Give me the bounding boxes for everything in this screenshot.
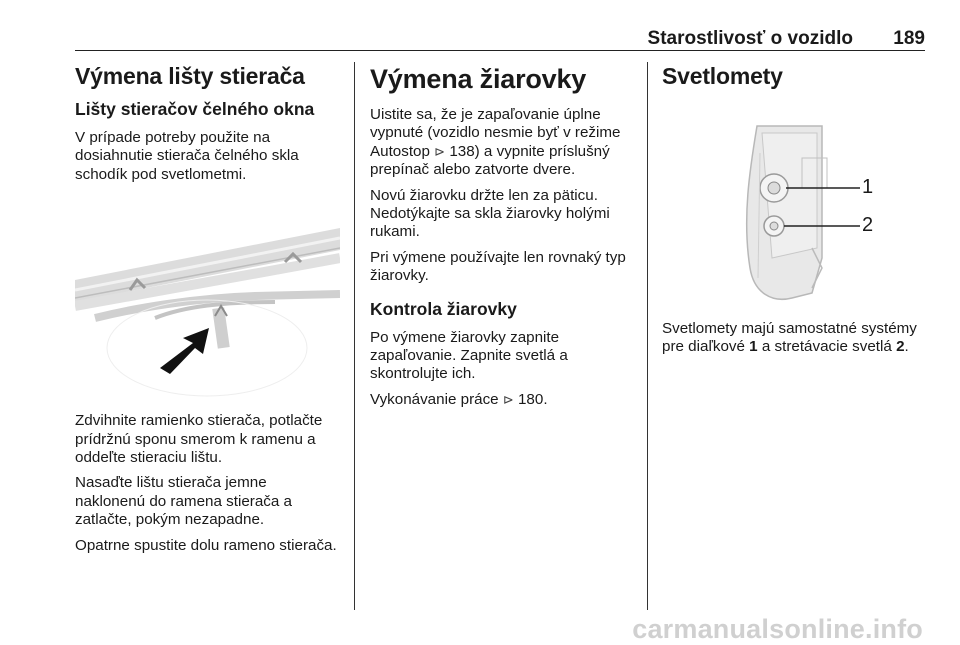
bulb-paragraph-4: Po výmene žiarovky zapnite zapaľovanie. Zapnite svetlá a skontrolujte ich. xyxy=(370,328,568,383)
section-title: Starostlivosť o vozidlo xyxy=(647,28,853,49)
wiper-paragraph-3: Nasaďte lištu stierača jemne naklonenú do ramena stierača a zatlačte, pokým nezapadne. xyxy=(75,474,292,529)
bulb-paragraph-2: Novú žiarovku držte len za päticu. Nedotýkajte sa skla žiarovky holými rukami. xyxy=(370,186,610,241)
page-header xyxy=(75,26,925,51)
callout-1: 1 xyxy=(862,176,874,198)
callout-2: 2 xyxy=(862,214,874,236)
footer-watermark: carmanualsonline.info xyxy=(632,614,923,644)
reference-arrow-icon: ⊳ xyxy=(434,143,446,159)
column-headlights xyxy=(662,62,925,357)
column-wiper xyxy=(75,62,340,555)
wiper-title: Výmena lišty stierača xyxy=(75,63,305,89)
bulb-title: Výmena žiarovky xyxy=(370,64,587,94)
page-reference-link[interactable]: 180. xyxy=(517,390,548,408)
column-divider-1 xyxy=(354,62,355,610)
wiper-figure xyxy=(75,198,340,398)
wiper-paragraph-4: Opatrne spustite dolu rameno stierača. xyxy=(75,536,337,554)
column-bulb xyxy=(370,62,635,409)
bulb-paragraph-3: Pri výmene používajte len rovnaký typ žiarovky. xyxy=(370,248,626,285)
headlight-figure xyxy=(662,98,925,308)
headlights-title: Svetlomety xyxy=(662,63,783,89)
reference-arrow-icon: ⊳ xyxy=(502,391,514,407)
headlights-paragraph: Svetlomety majú samostatné systémy pre diaľkové 1 a stretávacie svetlá 2. xyxy=(662,320,917,356)
wiper-paragraph-1: V prípade potreby použite na dosiahnutie stierača čelného skla schodík pod svetlometmi. xyxy=(75,129,299,183)
bulb-paragraph-5: Vykonávanie práce ⊳ 180. xyxy=(370,390,548,408)
page-number: 189 xyxy=(893,28,925,49)
wiper-paragraph-2: Zdvihnite ramienko stierača, potlačte prídržnú sponu smerom k ramenu a oddeľte stieraciu lištu. xyxy=(75,412,323,467)
wiper-subtitle: Lišty stieračov čelného okna xyxy=(75,99,315,119)
page-reference-link[interactable]: 138 xyxy=(449,142,475,160)
column-divider-2 xyxy=(647,62,648,610)
bulb-paragraph-1: Uistite sa, že je zapaľovanie úplne vypnuté (vozidlo nesmie byť v režime Autostop ⊳ 138) a vypnite príslušný prepínač alebo zatvorte dvere. xyxy=(370,106,621,179)
bulb-check-subtitle: Kontrola žiarovky xyxy=(370,298,517,319)
